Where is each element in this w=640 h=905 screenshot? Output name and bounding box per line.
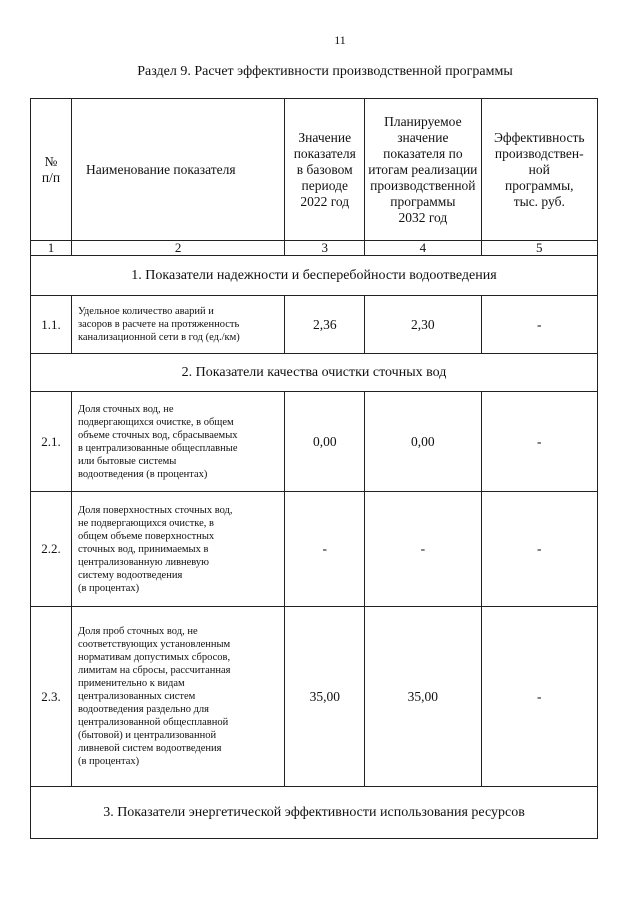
column-number: 3	[285, 241, 365, 256]
table-row	[31, 392, 598, 492]
row-planned-value: 2,30	[365, 296, 481, 354]
efficiency-table	[30, 98, 598, 839]
table-row	[31, 607, 598, 787]
column-number: 4	[365, 241, 481, 256]
row-planned-value: 35,00	[365, 607, 481, 787]
row-base-value: 0,00	[285, 392, 365, 492]
column-number: 2	[71, 241, 284, 256]
group-title: 1. Показатели надежности и бесперебойности водоотведения	[31, 256, 598, 296]
row-efficiency: -	[481, 392, 597, 492]
row-base-value: -	[285, 492, 365, 607]
section-title: Раздел 9. Расчет эффективности производственной программы	[137, 64, 513, 79]
group-row	[31, 354, 598, 392]
header-indicator-name: Наименование показателя	[71, 99, 284, 241]
header-base-value: Значение показателя в базовом периоде 2022 год	[285, 99, 365, 241]
table-row	[31, 492, 598, 607]
row-index: 2.1.	[31, 392, 72, 492]
column-number: 1	[31, 241, 72, 256]
row-base-value: 2,36	[285, 296, 365, 354]
row-efficiency: -	[481, 492, 597, 607]
row-index: 2.2.	[31, 492, 72, 607]
row-index: 1.1.	[31, 296, 72, 354]
row-indicator-name: Доля сточных вод, не подвергающихся очистке, в общем объеме сточных вод, сбрасываемых в централизованные общесплавные или бытовые системы водоотведения (в процентах)	[71, 392, 284, 492]
row-efficiency: -	[481, 296, 597, 354]
row-indicator-name: Удельное количество аварий и засоров в расчете на протяженность канализационной сети в год (ед./км)	[71, 296, 284, 354]
row-index: 2.3.	[31, 607, 72, 787]
column-number: 5	[481, 241, 597, 256]
row-planned-value: -	[365, 492, 481, 607]
column-numbers-row	[31, 241, 598, 256]
table-header-row	[31, 99, 598, 241]
page-number: 11	[334, 33, 346, 47]
group-row	[31, 787, 598, 839]
row-planned-value: 0,00	[365, 392, 481, 492]
table-row	[31, 296, 598, 354]
group-row	[31, 256, 598, 296]
row-indicator-name: Доля проб сточных вод, не соответствующих установленным нормативам допустимых сбросов, лимитам на сбросы, рассчитанная применительно к видам централизованных систем водоотведения раздельно для централизованной общесплавной (бытовой) и централизованной ливневой систем водоотведения (в процентах)	[71, 607, 284, 787]
header-number: № п/п	[31, 99, 72, 241]
row-base-value: 35,00	[285, 607, 365, 787]
row-efficiency: -	[481, 607, 597, 787]
group-title: 2. Показатели качества очистки сточных вод	[31, 354, 598, 392]
row-indicator-name: Доля поверхностных сточных вод, не подвергающихся очистке, в общем объеме поверхностных сточных вод, принимаемых в централизованную ливневую систему водоотведения (в процентах)	[71, 492, 284, 607]
header-efficiency: Эффективность производствен- ной программы, тыс. руб.	[481, 99, 597, 241]
group-title: 3. Показатели энергетической эффективности использования ресурсов	[31, 787, 598, 839]
header-planned-value: Планируемое значение показателя по итогам реализации производственной программы 2032 год	[365, 99, 481, 241]
